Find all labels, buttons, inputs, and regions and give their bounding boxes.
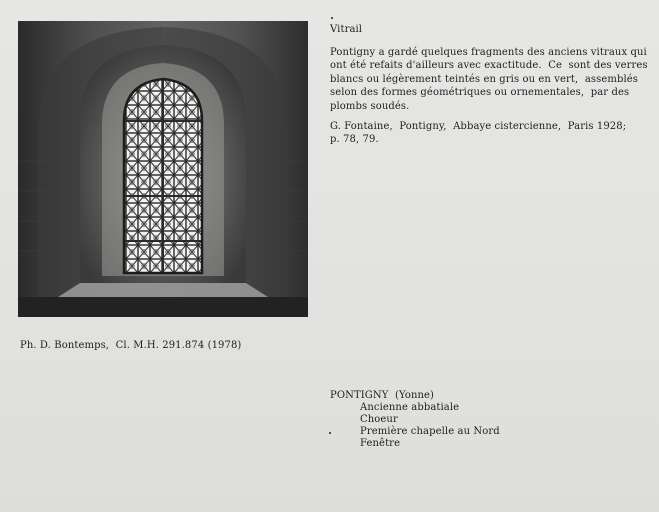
photo-credit: Ph. D. Bontemps, Cl. M.H. 291.874 (1978) [20,340,242,351]
location-line: Première chapelle au Nord [360,426,500,437]
record-title: Vitrail [330,24,363,35]
description-line: Pontigny a gardé quelques fragments des anciens vitraux qui [330,47,647,58]
stained-glass-window-image [18,21,308,317]
location-block [330,390,500,450]
description-line: plombs soudés. [330,100,410,112]
description-line: ont été refaits d'ailleurs avec exactitude. Ce sont des verres [330,60,648,72]
description-line: selon des formes géométriques ou ornementales, par des [330,87,630,99]
bibliography-line: G. Fontaine, Pontigny, Abbaye cistercienne, Paris 1928; [330,121,627,132]
location-line: Ancienne abbatiale [360,402,460,413]
window-photograph [18,21,308,317]
bibliography [330,120,626,147]
location-commune: PONTIGNY (Yonne) [330,390,435,401]
record-description [330,46,648,113]
location-line: Fenêtre [360,438,401,449]
bibliography-line: p. 78, 79. [330,134,379,146]
location-line: Choeur [360,414,398,425]
title-mark [331,17,333,19]
description-line: blancs ou légèrement teintés en gris ou en vert, assemblés [330,73,639,85]
